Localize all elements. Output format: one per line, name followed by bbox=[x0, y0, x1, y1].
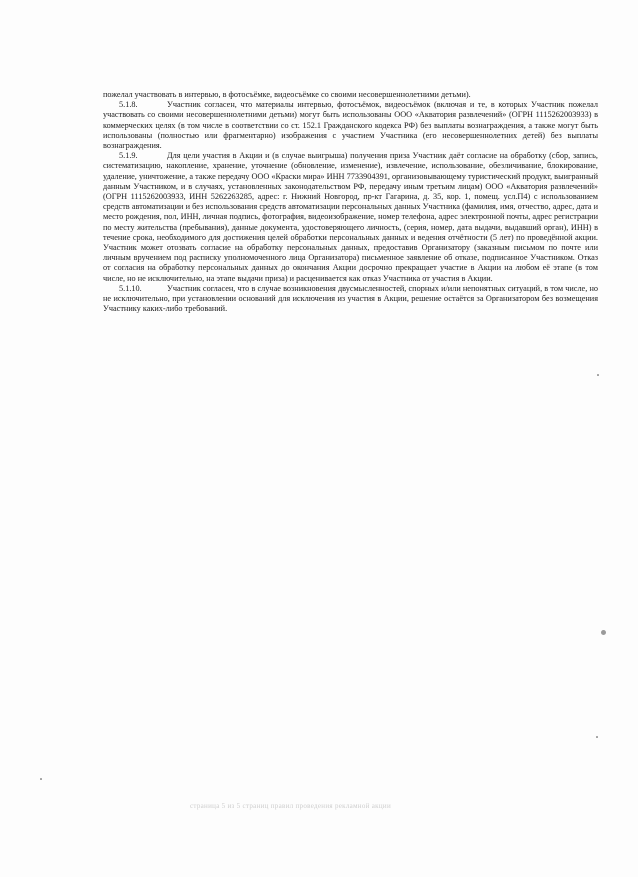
clause-text: Для цели участия в Акции и (в случае выигрыша) получения приза Участник даёт согласие на обработку (сбор, запись, систематизацию, накопление, хранение, уточнение (обновление, изменение), извлечение, использование, обезличивание, блокирование, удаление, уничтожение, а также передачу ООО «Краски мира» ИНН 7733904391, организовывающему туристический продукт, выигранный данным Участником, и в случаях, установленных законодательством РФ, передачу иным третьим лицам) ООО «Акватория развлечений» (ОГРН 1115262003933, ИНН 5262263285, адрес: г. Нижний Новгород, пр-кт Гагарина, д. 35, кор. 1, помещ. усл.П4) с использованием средств автоматизации и без использования средств автоматизации персональных данных Участника (фамилия, имя, отчество, адрес, дата и место рождения, пол, ИНН, личная подпись, фотография, видеоизображение, номер телефона, адрес электронной почты, адрес регистрации по месту жительства (пребывания), данные документа, удостоверяющего личность, (серия, номер, дата выдачи, выдавший орган), ИНН) в течение срока, необходимого для достижения целей обработки персональных данных и ведения отчётности (5 лет) по проведённой акции. Участник может отозвать согласие на обработку персональных данных, предоставив Организатору (заказным письмом по почте или личным вручением под расписку уполномоченного лица Организатора) письменное заявление об отказе, подписанное Участником. Отказ от согласия на обработку персональных данных до окончания Акции досрочно прекращает участие в Акции на любом её этапе (в том числе, но не исключительно, на этапе выдачи приза) и расценивается как отказ Участника от участия в Акции. bbox=[103, 151, 598, 283]
document-body bbox=[103, 90, 598, 314]
page-footer: страница 5 из 5 страниц правил проведения рекламной акции bbox=[190, 802, 391, 810]
clause-number: 5.1.10. bbox=[119, 283, 142, 293]
clause-5-1-8 bbox=[103, 100, 598, 151]
scan-speck bbox=[596, 736, 598, 738]
clause-5-1-9 bbox=[103, 151, 598, 284]
continuation-text: пожелал участвовать в интервью, в фотосъёмке, видеосъёмке со своими несовершеннолетними детьми). bbox=[103, 90, 471, 99]
scan-speck bbox=[597, 374, 599, 376]
clause-text: Участник согласен, что материалы интервью, фотосъёмок, видеосъёмок (включая и те, в которых Участник пожелал участвовать со своими несовершеннолетними детьми) могут быть использованы ООО «Акватория развлечений» (ОГРН 1115262003933) в коммерческих целях (в том числе в соответствии со ст. 152.1 Гражданского кодекса РФ) без выплаты вознаграждения, а также могут быть использованы (полностью или фрагментарно) изображения с участием Участника (его несовершеннолетних детей) без выплаты вознаграждения. bbox=[103, 100, 598, 151]
clause-text: Участник согласен, что в случае возникновения двусмысленностей, спорных и/или непонятных ситуаций, в том числе, но не исключительно, при установлении оснований для исключения из участия в Акции, решение остаётся за Организатором без возмещения Участнику каких-либо требований. bbox=[103, 283, 598, 314]
clause-number: 5.1.8. bbox=[119, 100, 138, 110]
clause-number: 5.1.9. bbox=[119, 151, 138, 161]
scan-speck bbox=[40, 778, 42, 780]
scan-speck bbox=[601, 630, 606, 635]
clause-5-1-10 bbox=[103, 284, 598, 315]
